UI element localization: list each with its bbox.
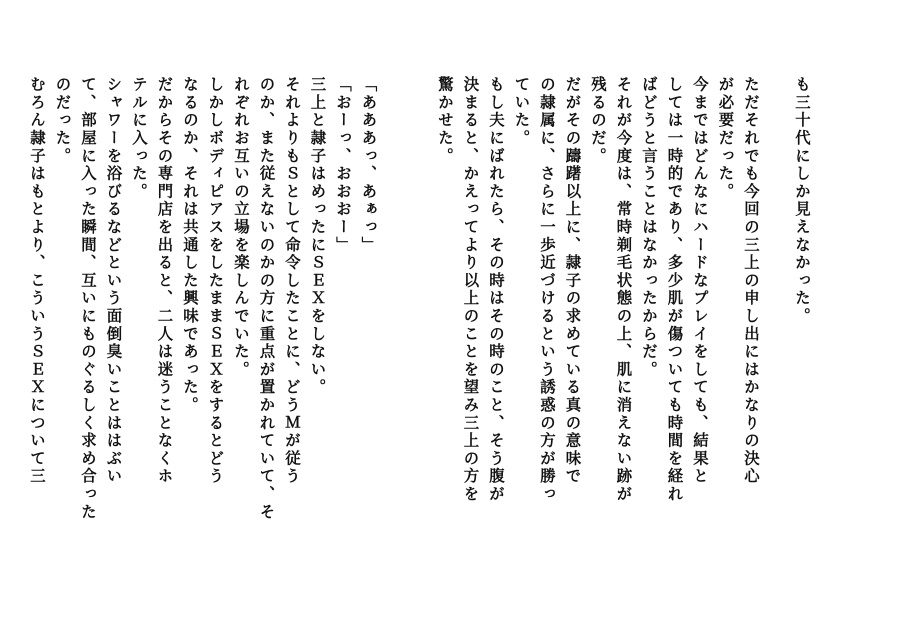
text-line: 驚かせた。 (436, 76, 454, 165)
vertical-text-body (24, 76, 815, 576)
text-line: ただそれでも今回の三上の申し出にはかなりの決心 (742, 76, 760, 486)
text-line (406, 76, 432, 576)
text-line (381, 76, 407, 576)
text-line: 「あああっ、あぁっ」 (359, 76, 378, 254)
text-line: シャワーを浴びるなどという面倒臭いことははぶい (104, 76, 123, 486)
text-line: なるのか、それは共通した興味であった。 (181, 76, 199, 415)
text-line: それよりもＳとして命令したことに、どうＭが従う (283, 76, 301, 486)
text-line: ていた。 (512, 76, 531, 148)
text-line: のか、また従えないのかの方に重点が置かれていて、そ (257, 76, 276, 521)
text-line: しかしボディピアスをしたままＳＥＸをするとどう (206, 76, 225, 486)
text-line: の隷属に、さらに一歩近づけるという誘惑の方が勝っ (538, 76, 556, 504)
text-line: 「おーっ、おおおー」 (334, 76, 352, 254)
text-line: だがその躊躇以上に、隷子の求めている真の意味で (563, 76, 582, 486)
text-line (763, 76, 789, 576)
text-line: のだった。 (53, 76, 72, 165)
text-line: 残るのだ。 (589, 76, 607, 165)
text-line: むろん隷子はもとより、こういうＳＥＸについて三 (28, 76, 46, 486)
text-line: だからその専門店を出ると、二人は迷うことなくホ (155, 76, 174, 486)
text-line: もし夫にばれたら、その時はその時のこと、そう腹が (487, 76, 505, 504)
text-line: しては一時的であり、多少肌が傷ついても時間を経れ (665, 76, 684, 504)
text-line: 三上と隷子はめったにＳＥＸをしない。 (308, 76, 327, 397)
text-line: も三十代にしか見えなかった。 (793, 76, 811, 326)
text-line: て、部屋に入った瞬間、互いにものぐるしく求め合った (79, 76, 97, 521)
text-line: それが今度は、常時剃毛状態の上、肌に消えない跡が (614, 76, 633, 504)
text-line: 今まではどんなにハードなプレイをしても、結果と (691, 76, 709, 486)
text-line: ばどうと言うことはなかったからだ。 (640, 76, 658, 379)
text-line: 決まると、かえってより以上のことを望み三上の方を (461, 76, 480, 504)
text-line: テルに入った。 (130, 76, 148, 201)
text-line: が必要だった。 (716, 76, 735, 201)
text-line: れぞれお互いの立場を楽しんでいた。 (232, 76, 250, 379)
